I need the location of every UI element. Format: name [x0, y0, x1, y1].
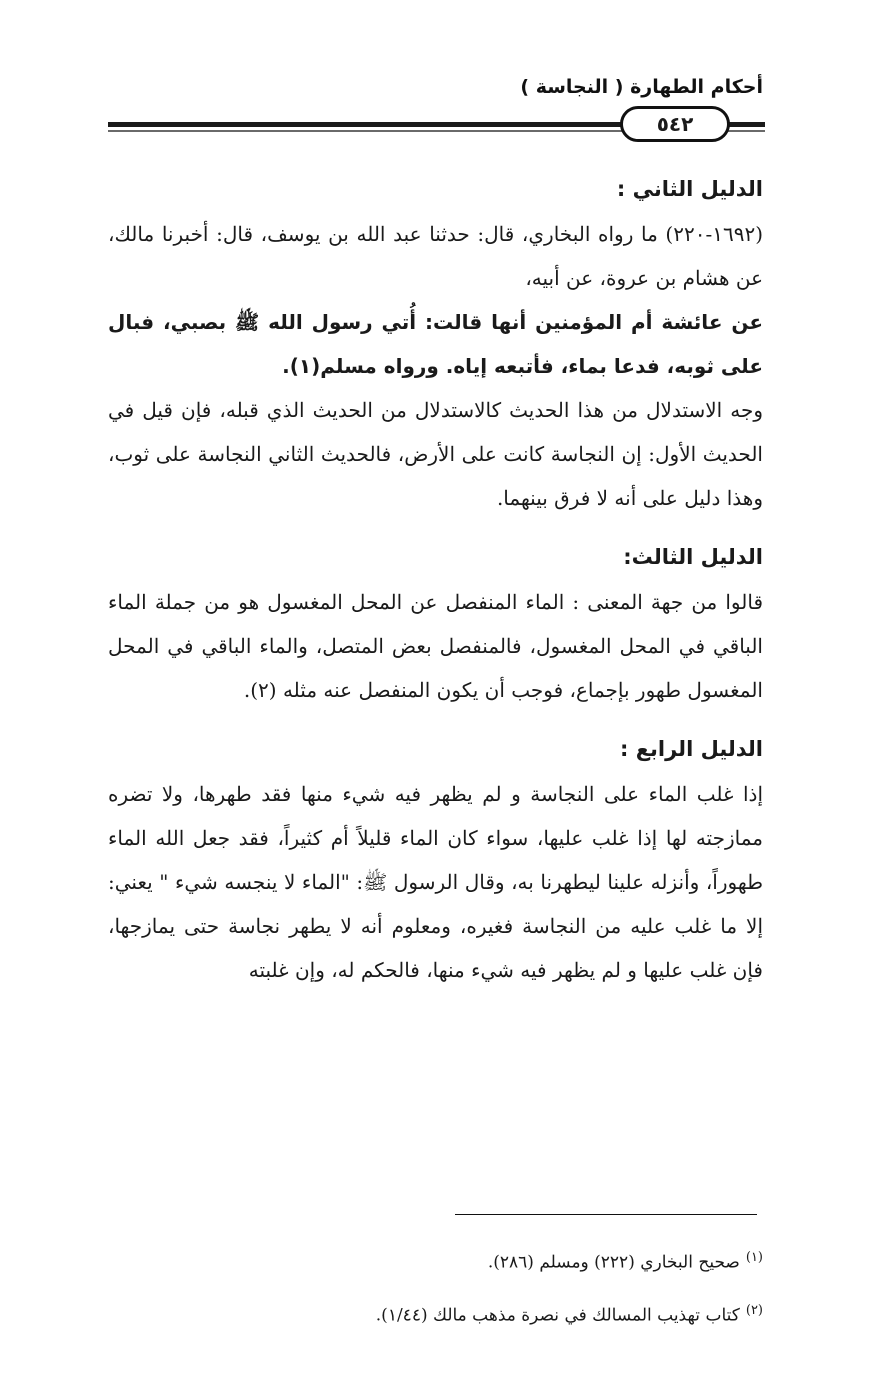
paragraph-inference: وجه الاستدلال من هذا الحديث كالاستدلال من الحديث الذي قبله، فإن قيل في الحديث الأول: إن النجاسة كانت على الأرض، فالحديث الثاني النجاسة على ثوب، وهذا دليل على أنه لا فرق بينهما.	[108, 398, 763, 510]
footnote-marker: (١)	[745, 1250, 763, 1265]
paragraph-water-dominance: إذا غلب الماء على النجاسة و لم يظهر فيه شيء منها فقد طهرها، ولا تضره ممازجته لها إذا غلب عليها، سواء كان الماء قليلاً أم كثيراً، فقد جعل الله الماء طهوراً، وأنزله علينا ليطهرنا به، وقال الرسول ﷺ: "الماء لا ينجسه شيء " يعني: إلا ما غلب عليه من النجاسة فغيره، ومعلوم أنه لا يطهر نجاسة حتى يمازجها، فإن غلب عليها و لم يظهر فيه شيء منها، فالحكم له، وإن غلبته	[108, 782, 763, 982]
footnote	[143, 1287, 763, 1340]
footnote-text: صحيح البخاري (٢٢٢) ومسلم (٢٨٦).	[487, 1252, 740, 1273]
paragraph-hadith-chain: (١٦٩٢-٢٢٠) ما رواه البخاري، قال: حدثنا عبد الله بن يوسف، قال: أخبرنا مالك، عن هشام بن عروة، عن أبيه،	[108, 222, 763, 290]
paragraph-meaning-argument: قالوا من جهة المعنى : الماء المنفصل عن المحل المغسول هو من جملة الماء الباقي في المحل المغسول، فالمنفصل بعض المتصل، والماء الباقي في المحل المغسول طهور بإجماع، فوجب أن يكون المنفصل عنه مثله (٢).	[108, 590, 764, 702]
body-text	[108, 166, 763, 992]
footnote	[143, 1234, 763, 1287]
footnote-marker: (٢)	[745, 1302, 763, 1318]
paragraph-hadith-text: عن عائشة أم المؤمنين أنها قالت: أُتي رسول الله ﷺ بصبي، فبال على ثوبه، فدعا بماء، فأتبعه إياه. ورواه مسلم(١).	[108, 310, 763, 378]
footnote-text: كتاب تهذيب المسالك في نصرة مذهب مالك (١/٤٤).	[375, 1305, 740, 1326]
page-number: ٥٤٢	[620, 106, 730, 142]
running-title: أحكام الطهارة ( النجاسة )	[520, 76, 763, 98]
footnote-separator	[455, 1214, 757, 1215]
section-heading-fourth-evidence: الدليل الرابع :	[619, 737, 763, 761]
footnotes	[143, 1234, 763, 1339]
section-heading-second-evidence: الدليل الثاني :	[616, 177, 763, 201]
section-heading-third-evidence: الدليل الثالث:	[623, 545, 763, 569]
